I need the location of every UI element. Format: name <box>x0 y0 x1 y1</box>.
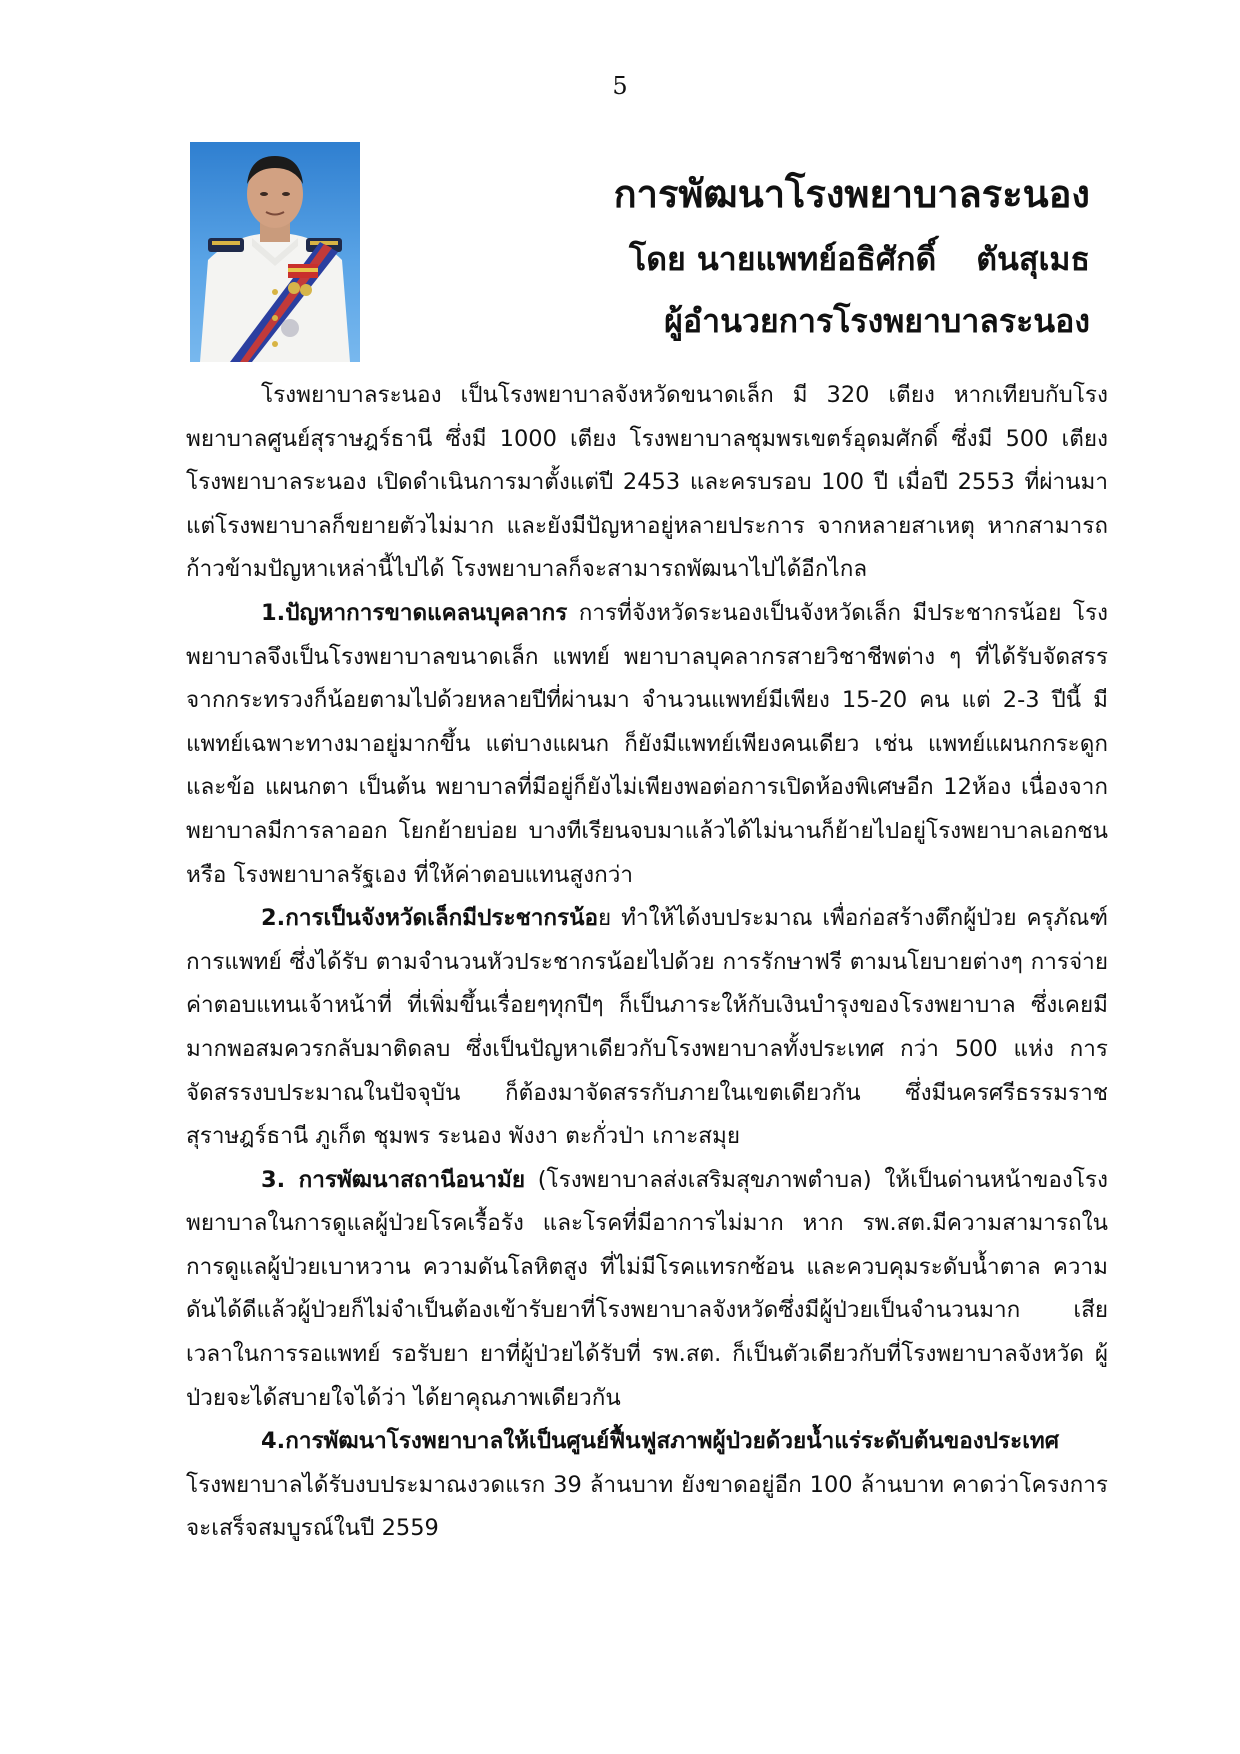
page-number: 5 <box>612 72 628 100</box>
article-title: การพัฒนาโรงพยาบาลระนอง <box>613 172 1090 216</box>
author-surname: ตันสุเมธ <box>976 240 1090 278</box>
section-1-heading: 1.ปัญหาการขาดแคลนบุคลากร <box>261 599 568 626</box>
section-3-text: (โรงพยาบาลส่งเสริมสุขภาพตำบล) ให้เป็นด่านหน้าของโรงพยาบาลในการดูแลผู้ป่วยโรคเรื้อรัง และโรคที่มีอาการไม่มาก หาก รพ.สต.มีความสามารถในการดูแลผู้ป่วยเบาหวาน ความดันโลหิตสูง ที่ไม่มีโรคแทรกซ้อน และควบคุมระดับน้ำตาล ความดันได้ดีแล้วผู้ป่วยก็ไม่จำเป็นต้องเข้ารับยาที่โรงพยาบาลจังหวัดซึ่งมีผู้ป่วยเป็นจำนวนมาก เสียเวลาในการรอแพทย์ รอรับยา ยาที่ผู้ป่วยได้รับที่ รพ.สต. ก็เป็นตัวเดียวกับที่โรงพยาบาลจังหวัด ผู้ป่วยจะได้สบายใจได้ว่า ได้ยาคุณภาพเดียวกัน <box>186 1166 1108 1411</box>
author-prefix: โดย นายแพทย์อธิศักดิ์ <box>629 240 937 278</box>
section-4-heading: 4.การพัฒนาโรงพยาบาลให้เป็นศูนย์ฟื้นฟูสภาพผู้ป่วยด้วยน้ำแร่ระดับต้นของประเทศ <box>261 1428 1060 1455</box>
author-position: ผู้อำนวยการโรงพยาบาลระนอง <box>664 302 1090 340</box>
portrait-image <box>190 142 360 362</box>
section-2-text: ย ทำให้ได้งบประมาณ เพื่อก่อสร้างตึกผู้ป่วย ครุภัณฑ์การแพทย์ ซึ่งได้รับ ตามจำนวนหัวประชากรน้อยไปด้วย การรักษาฟรี ตามนโยบายต่างๆ การจ่ายค่าตอบแทนเจ้าหน้าที่ ที่เพิ่มขึ้นเรื่อยๆทุกปีๆ ก็เป็นภาระให้กับเงินบำรุงของโรงพยาบาล ซึ่งเคยมีมากพอสมควรกลับมาติดลบ ซึ่งเป็นปัญหาเดียวกับโรงพยาบาลทั้งประเทศ กว่า 500 แห่ง การจัดสรรงบประมาณในปัจจุบัน ก็ต้องมาจัดสรรกับภายในเขตเดียวกัน ซึ่งมีนครศรีธรรมราช สุราษฎร์ธานี ภูเก็ต ชุมพร ระนอง พังงา ตะกั่วป่า เกาะสมุย <box>186 905 1108 1150</box>
section-2-heading: 2.การเป็นจังหวัดเล็กมีประชากรน้อ <box>261 905 599 932</box>
director-portrait <box>190 142 360 362</box>
author-line <box>530 228 1090 290</box>
article-title-block <box>530 160 1090 352</box>
section-4-text: โรงพยาบาลได้รับงบประมาณงวดแรก 39 ล้านบาท ยังขาดอยู่อีก 100 ล้านบาท คาดว่าโครงการจะเสร็จสมบูรณ์ในปี 2559 <box>186 1471 1108 1542</box>
section-1-text: การที่จังหวัดระนองเป็นจังหวัดเล็ก มีประชากรน้อย โรงพยาบาลจึงเป็นโรงพยาบาลขนาดเล็ก แพทย์ พยาบาลบุคลากรสายวิชาชีพต่าง ๆ ที่ได้รับจัดสรรจากกระทรวงก็น้อยตามไปด้วยหลายปีที่ผ่านมา จำนวนแพทย์มีเพียง 15-20 คน แต่ 2-3 ปีนี้ มีแพทย์เฉพาะทางมาอยู่มากขึ้น แต่บางแผนก ก็ยังมีแพทย์เพียงคนเดียว เช่น แพทย์แผนกกระดูกและข้อ แผนกตา เป็นต้น พยาบาลที่มีอยู่ก็ยังไม่เพียงพอต่อการเปิดห้องพิเศษอีก 12ห้อง เนื่องจากพยาบาลมีการลาออก โยกย้ายบ่อย บางทีเรียนจบมาแล้วได้ไม่นานก็ย้ายไปอยู่โรงพยาบาลเอกชน หรือ โรงพยาบาลรัฐเอง ที่ให้ค่าตอบแทนสูงกว่า <box>186 599 1109 888</box>
intro-paragraph: โรงพยาบาลระนอง เป็นโรงพยาบาลจังหวัดขนาดเล็ก มี 320 เตียง หากเทียบกับโรงพยาบาลศูนย์สุราษฎร์ธานี ซึ่งมี 1000 เตียง โรงพยาบาลชุมพรเขตร์อุดมศักดิ์ ซึ่งมี 500 เตียง โรงพยาบาลระนอง เปิดดำเนินการมาตั้งแต่ปี 2453 และครบรอบ 100 ปี เมื่อปี 2553 ที่ผ่านมา แต่โรงพยาบาลก็ขยายตัวไม่มาก และยังมีปัญหาอยู่หลายประการ จากหลายสาเหตุ หากสามารถก้าวข้ามปัญหาเหล่านี้ไปได้ โรงพยาบาลก็จะสามารถพัฒนาไปได้อีกไกล <box>186 382 1108 583</box>
section-1-paragraph <box>186 592 1108 897</box>
section-2-paragraph <box>186 897 1108 1159</box>
section-3-paragraph <box>186 1159 1108 1421</box>
section-3-heading: 3. การพัฒนาสถานีอนามัย <box>261 1166 526 1193</box>
article-body <box>186 374 1108 1551</box>
